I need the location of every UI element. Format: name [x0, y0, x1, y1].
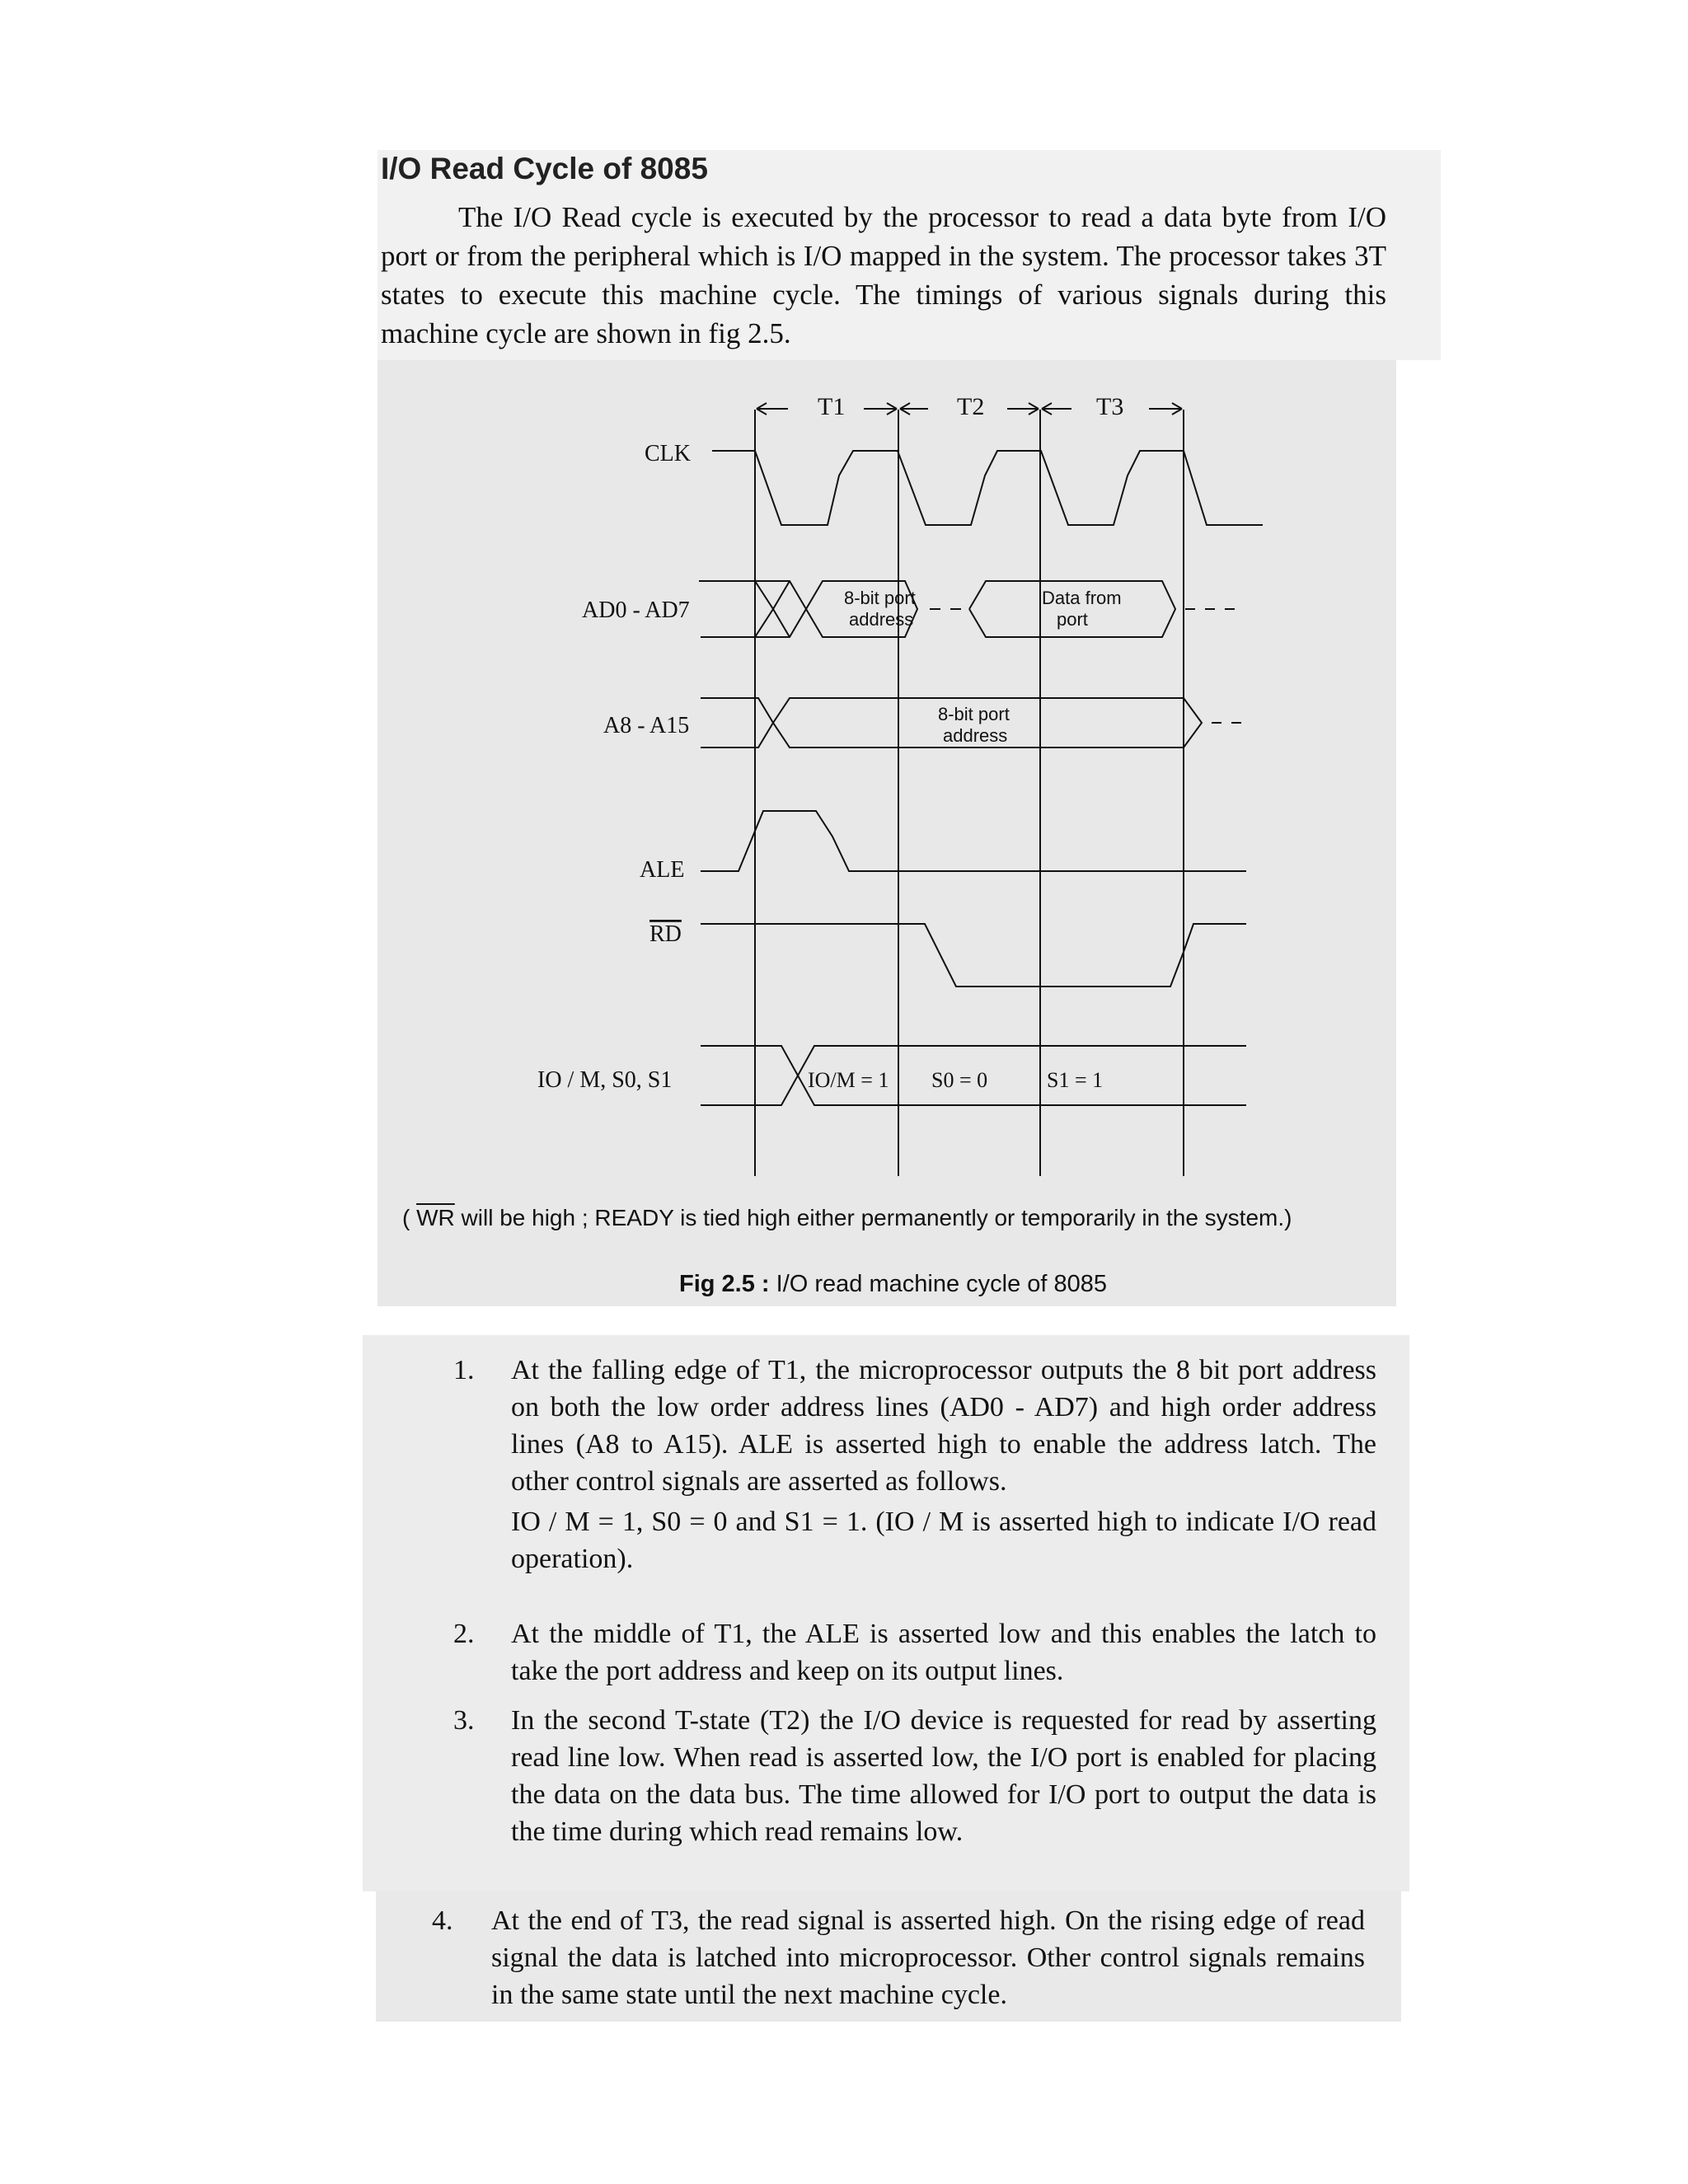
list-item-number: 3.	[453, 1705, 475, 1736]
figure-note: ( $\overline{WR}$ will be high ; READY is tied high either permanently or temporarily in the system.)	[402, 1205, 1292, 1230]
t3-label: T3	[1096, 393, 1124, 420]
s1-value: S1 = 1	[1047, 1068, 1104, 1092]
list-item-text: In the second T-state (T2) the I/O device is requested for read by asserting read line low. When read is asserted low, the I/O port is enabled for placing the data on the data bus. The time allowed for I/O port to output the data is the time during which read remains low.	[511, 1705, 1376, 1847]
t2-label: T2	[957, 393, 985, 420]
ale-label: ALE	[640, 857, 685, 883]
ad-address-line1: 8-bit port	[844, 588, 916, 608]
section-heading: I/O Read Cycle of 8085	[381, 152, 708, 185]
iom-label: IO / M, S0, S1	[537, 1067, 673, 1093]
ad-address-line2: address	[849, 609, 914, 630]
t1-label: T1	[818, 393, 846, 420]
ad-data-line2: port	[1057, 609, 1088, 630]
clk-label: CLK	[645, 441, 691, 466]
clk-waveform	[712, 451, 1263, 525]
list-item-subtext: IO / M = 1, S0 = 0 and S1 = 1. (IO / M is asserted high to indicate I/O read operation).	[511, 1507, 1376, 1574]
ad-bus-lines	[699, 581, 755, 637]
a-address-line2: address	[943, 725, 1008, 746]
ad-label: AD0 - AD7	[582, 598, 690, 623]
rd-label: RD	[649, 921, 682, 947]
a-label: A8 - A15	[603, 713, 690, 738]
rd-waveform	[701, 924, 1246, 987]
list-item-number: 1.	[453, 1355, 475, 1385]
ale-waveform	[701, 811, 1246, 871]
s0-value: S0 = 0	[931, 1068, 988, 1092]
ad-data-line1: Data from	[1042, 588, 1122, 608]
figure-caption: Fig 2.5 : I/O read machine cycle of 8085	[679, 1271, 1108, 1297]
list-item-number: 4.	[432, 1905, 453, 1936]
wr-signal: $\overline{WR}$	[416, 1205, 455, 1230]
list-item-text: At the middle of T1, the ALE is asserted low and this enables the latch to take the port address and keep on its output lines.	[511, 1619, 1376, 1686]
list-item-text: At the falling edge of T1, the microprocessor outputs the 8 bit port address on both the low order address lines (AD0 - AD7) and high order address lines (A8 to A15). ALE is asserted high to enable the address latch. The other control signals are asserted as follows.	[511, 1355, 1376, 1497]
list-item-number: 2.	[453, 1619, 475, 1649]
intro-paragraph: The I/O Read cycle is executed by the processor to read a data byte from I/O port or from the peripheral which is I/O mapped in the system. The processor takes 3T states to execute this machine cycle. The timings of various signals during this machine cycle are shown in fig 2.5.	[381, 201, 1386, 349]
list-item-text: At the end of T3, the read signal is asserted high. On the rising edge of read signal the data is latched into microprocessor. Other control signals remains in the same state until the next machine cycle.	[491, 1905, 1365, 2010]
a-address-line1: 8-bit port	[938, 704, 1010, 724]
iom-value: IO/M = 1	[808, 1068, 889, 1092]
timing-diagram	[377, 360, 1396, 1184]
